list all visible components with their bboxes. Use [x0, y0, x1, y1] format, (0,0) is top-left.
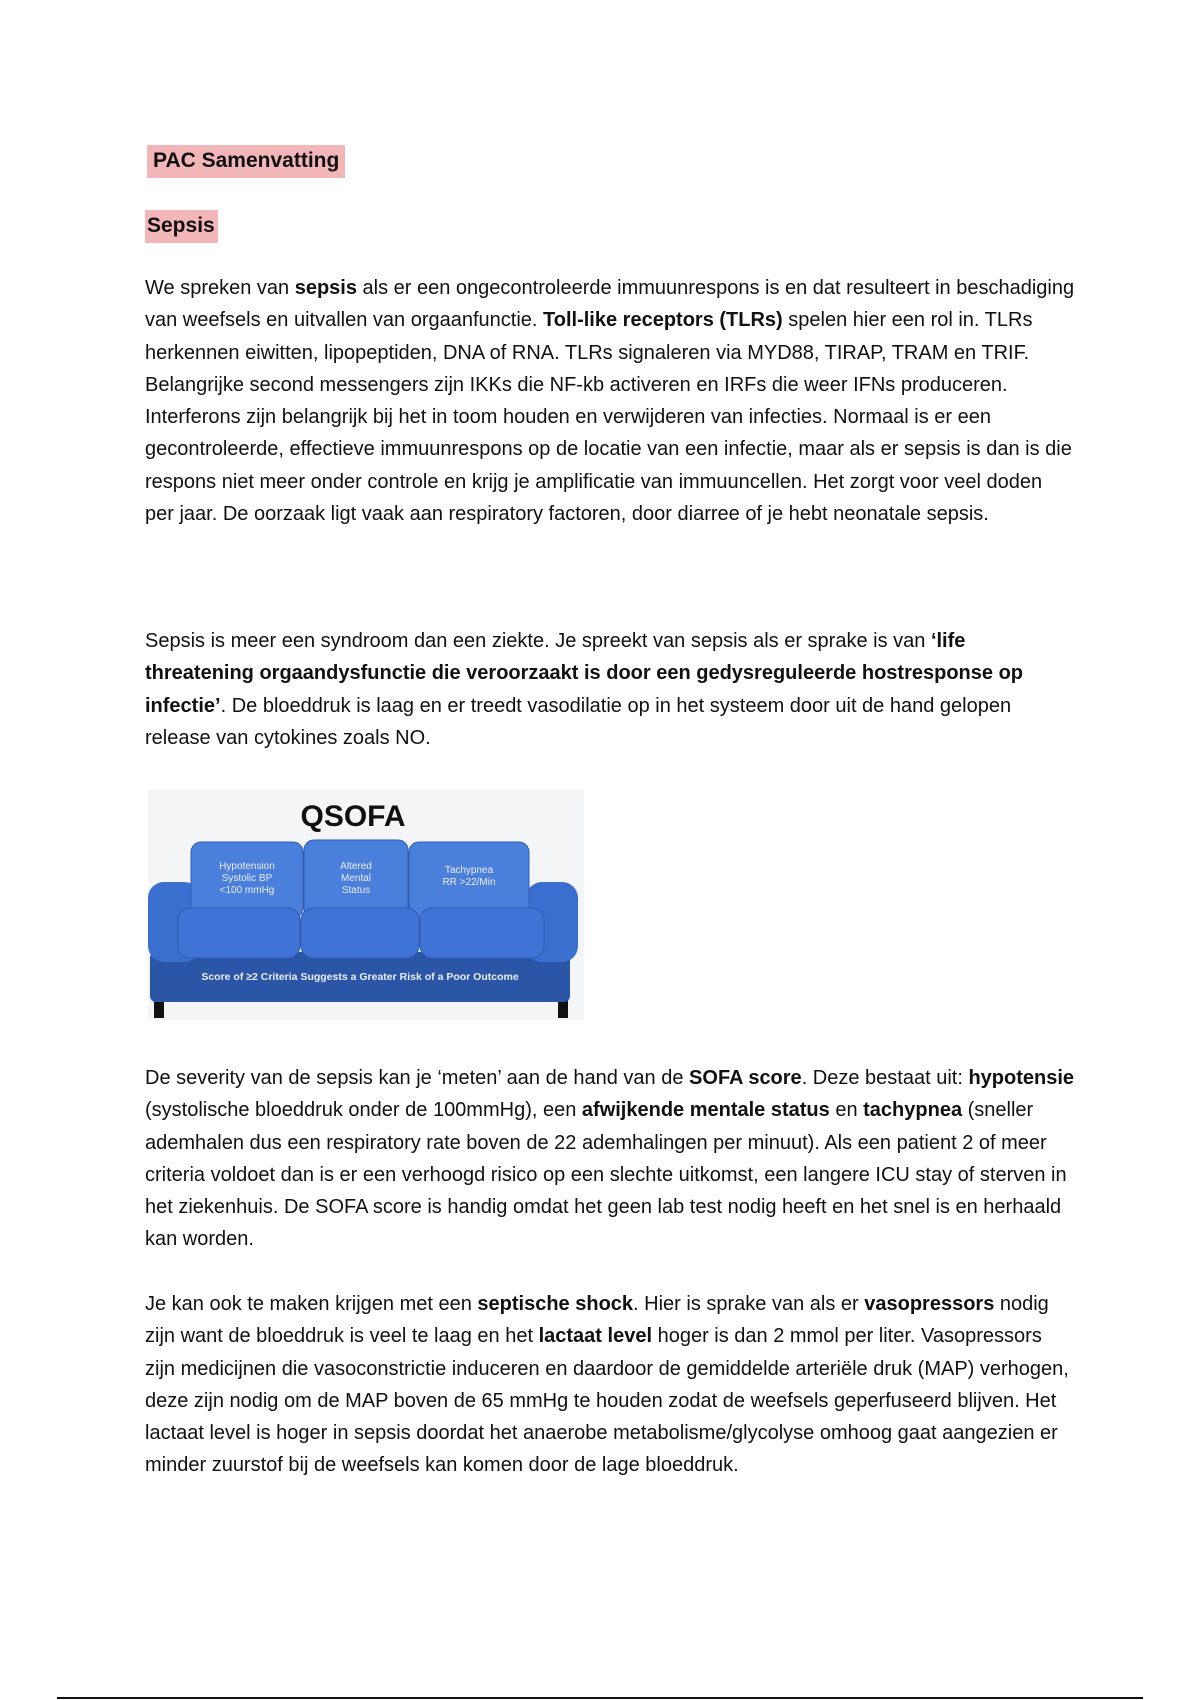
- cushion-label: Tachypnea: [444, 865, 494, 876]
- paragraph: [145, 1062, 1075, 1256]
- bold-term: sepsis: [294, 277, 357, 299]
- bold-term: lactaat level: [538, 1325, 653, 1348]
- text-run: . De bloeddruk is laag en er treedt vasodilatie op in het systeem door uit de hand gelopen release van cytokines zoals NO.: [145, 694, 1012, 749]
- text-run: als er een ongecontroleerde immuunrespons is en dat resulteert in beschadiging van weefsels en uitvallen van orgaanfunctie.: [145, 277, 1075, 332]
- bold-term: afwijkende mentale status: [581, 1099, 830, 1122]
- text-run: . Hier is sprake van als er: [633, 1293, 865, 1315]
- text-run: We spreken van: [145, 277, 295, 299]
- bold-term: vasopressors: [864, 1293, 995, 1315]
- text-run: Je kan ook te maken krijgen met een: [145, 1293, 478, 1315]
- seat-cushion-3: [420, 908, 544, 958]
- cushion-label: Altered: [340, 861, 372, 872]
- text-run: hoger is dan 2 mmol per liter. Vasopressors zijn medicijnen die vasoconstrictie induceren en daardoor de gemiddelde arteriële druk (MAP) verhogen, deze zijn nodig om de MAP boven de 65 mmHg te houden zodat de weefsels geperfuseerd blijven. Het lactaat level is hoger in sepsis doordat het anaerobe metabolisme/glycolyse omhoog gaat aangezien er minder zuurstof bij de weefsels kan komen door de lage bloeddruk.: [145, 1325, 1069, 1477]
- seat-cushion-2: [301, 908, 419, 958]
- section-heading: Sepsis: [145, 210, 218, 243]
- paragraph: [145, 1288, 1075, 1482]
- qsofa-footer: Score of ≥2 Criteria Suggests a Greater Risk of a Poor Outcome: [201, 971, 519, 983]
- qsofa-figure: [148, 790, 584, 1020]
- text-run: De severity van de sepsis kan je ‘meten’ aan de hand van de: [145, 1067, 690, 1089]
- text-run: Sepsis is meer een syndroom dan een ziekte. Je spreekt van sepsis als er sprake is van: [145, 630, 931, 652]
- text-run: (sneller ademhalen dus een respiratory rate boven de 22 ademhalingen per minuut). Als een patient 2 of meer criteria voldoet dan is er een verhoogd risico op een slechte uitkomst, een langere ICU stay of sterven in het ziekenhuis. De SOFA score is handig omdat het geen lab test nodig heeft en het snel is en herhaald kan worden.: [145, 1099, 1067, 1251]
- text-run: nodig zijn want de bloeddruk is veel te laag en het: [145, 1293, 1049, 1348]
- text-run: (systolische bloeddruk onder de 100mmHg), een: [145, 1099, 582, 1122]
- sofa-leg-right: [558, 1000, 568, 1018]
- bold-term: Toll-like receptors (TLRs): [543, 309, 783, 332]
- bold-term: hypotensie: [968, 1067, 1075, 1089]
- text-run: . Deze bestaat uit:: [801, 1067, 969, 1089]
- seat-cushion-1: [178, 908, 300, 958]
- document-title: PAC Samenvatting: [147, 145, 345, 178]
- bold-term: SOFA score: [689, 1067, 802, 1089]
- cushion-label: Status: [341, 885, 371, 896]
- bold-term: septische shock: [477, 1293, 634, 1315]
- cushion-label: Systolic BP: [221, 873, 273, 884]
- page-divider: [57, 1697, 1143, 1699]
- qsofa-heading: QSOFA: [300, 800, 406, 833]
- text-run: spelen hier een rol in. TLRs herkennen eiwitten, lipopeptiden, DNA of RNA. TLRs signaleren via MYD88, TIRAP, TRAM en TRIF. Belangrijke second messengers zijn IKKs die NF-kb activeren en IRFs die weer IFNs produceren. Interferons zijn belangrijk bij het in toom houden en verwijderen van infecties. Normaal is er een gecontroleerde, effectieve immuunrespons op de locatie van een infectie, maar als er sepsis is dan is die respons niet meer onder controle en krijg je amplificatie van immuuncellen. Het zorgt voor veel doden per jaar. De oorzaak ligt vaak aan respiratory factoren, door diarree of je hebt neonatale sepsis.: [145, 309, 1072, 526]
- cushion-label: <100 mmHg: [219, 885, 275, 896]
- sofa-leg-left: [154, 1000, 164, 1018]
- cushion-label: Mental: [340, 873, 372, 884]
- text-run: en: [829, 1099, 864, 1122]
- cushion-label: RR >22/Min: [442, 877, 496, 888]
- cushion-label: Hypotension: [219, 861, 275, 872]
- paragraph: [145, 625, 1075, 754]
- bold-term: ‘life threatening orgaandysfunctie die veroorzaakt is door een gedysreguleerde hostresponse op infectie’: [145, 630, 1023, 717]
- bold-term: tachypnea: [863, 1099, 963, 1122]
- paragraph: [145, 272, 1075, 530]
